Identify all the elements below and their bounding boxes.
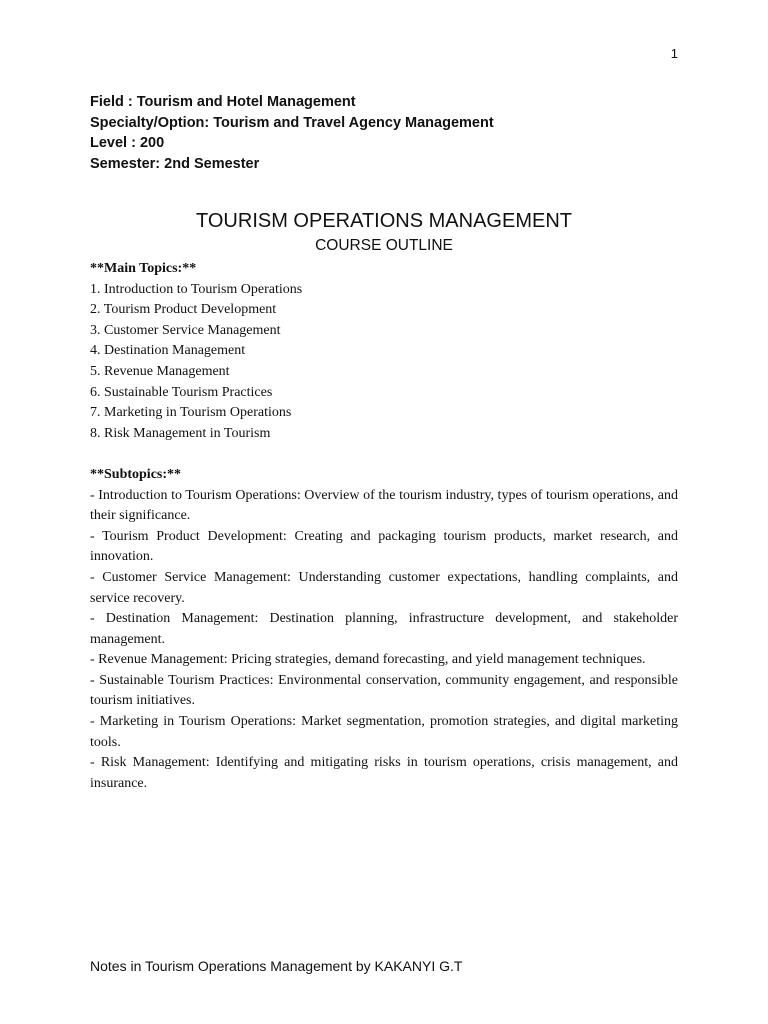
page-number: 1 <box>670 46 678 61</box>
document-subtitle: COURSE OUTLINE <box>315 237 453 254</box>
field-line: Field : Tourism and Hotel Management <box>90 94 356 110</box>
subtopic-paragraph: - Tourism Product Development: Creating and packaging tourism products, market research, and innovation. <box>90 528 678 565</box>
document-body <box>90 259 678 794</box>
subtopics-heading: **Subtopics:** <box>90 466 182 482</box>
main-topics-heading: **Main Topics:** <box>90 261 197 276</box>
subtopic-paragraph: - Introduction to Tourism Operations: Overview of the tourism industry, types of tourism operations, and their significance. <box>90 487 678 524</box>
list-item: 3. Customer Service Management <box>90 322 281 338</box>
subtopic-paragraph: - Revenue Management: Pricing strategies, demand forecasting, and yield management techniques. <box>90 652 646 668</box>
list-item: 1. Introduction to Tourism Operations <box>90 281 303 297</box>
list-item: 8. Risk Management in Tourism <box>90 425 271 441</box>
semester-line: Semester: 2nd Semester <box>90 155 260 172</box>
level-line: Level : 200 <box>90 135 165 151</box>
list-item: 5. Revenue Management <box>90 363 230 379</box>
specialty-line: Specialty/Option: Tourism and Travel Agency Management <box>90 114 494 131</box>
list-item: 6. Sustainable Tourism Practices <box>90 384 273 400</box>
spacer <box>90 444 678 465</box>
subtopic-paragraph: - Sustainable Tourism Practices: Environmental conservation, community engagement, and responsible tourism initiatives. <box>90 672 678 709</box>
page-footer: Notes in Tourism Operations Management by KAKANYI G.T <box>90 958 463 974</box>
course-meta <box>90 92 494 174</box>
subtopics-list <box>90 486 678 795</box>
list-item: 7. Marketing in Tourism Operations <box>90 405 292 421</box>
main-topics-list <box>90 280 678 445</box>
subtopic-paragraph: - Customer Service Management: Understanding customer expectations, handling complaints, and service recovery. <box>90 569 678 606</box>
list-item: 2. Tourism Product Development <box>90 302 277 318</box>
subtopic-paragraph: - Risk Management: Identifying and mitigating risks in tourism operations, crisis management, and insurance. <box>90 755 678 791</box>
document-title: TOURISM OPERATIONS MANAGEMENT <box>196 210 572 232</box>
subtopic-paragraph: - Marketing in Tourism Operations: Market segmentation, promotion strategies, and digital marketing tools. <box>90 714 678 750</box>
list-item: 4. Destination Management <box>90 343 246 359</box>
subtopic-paragraph: - Destination Management: Destination planning, infrastructure development, and stakeholder management. <box>90 611 678 647</box>
